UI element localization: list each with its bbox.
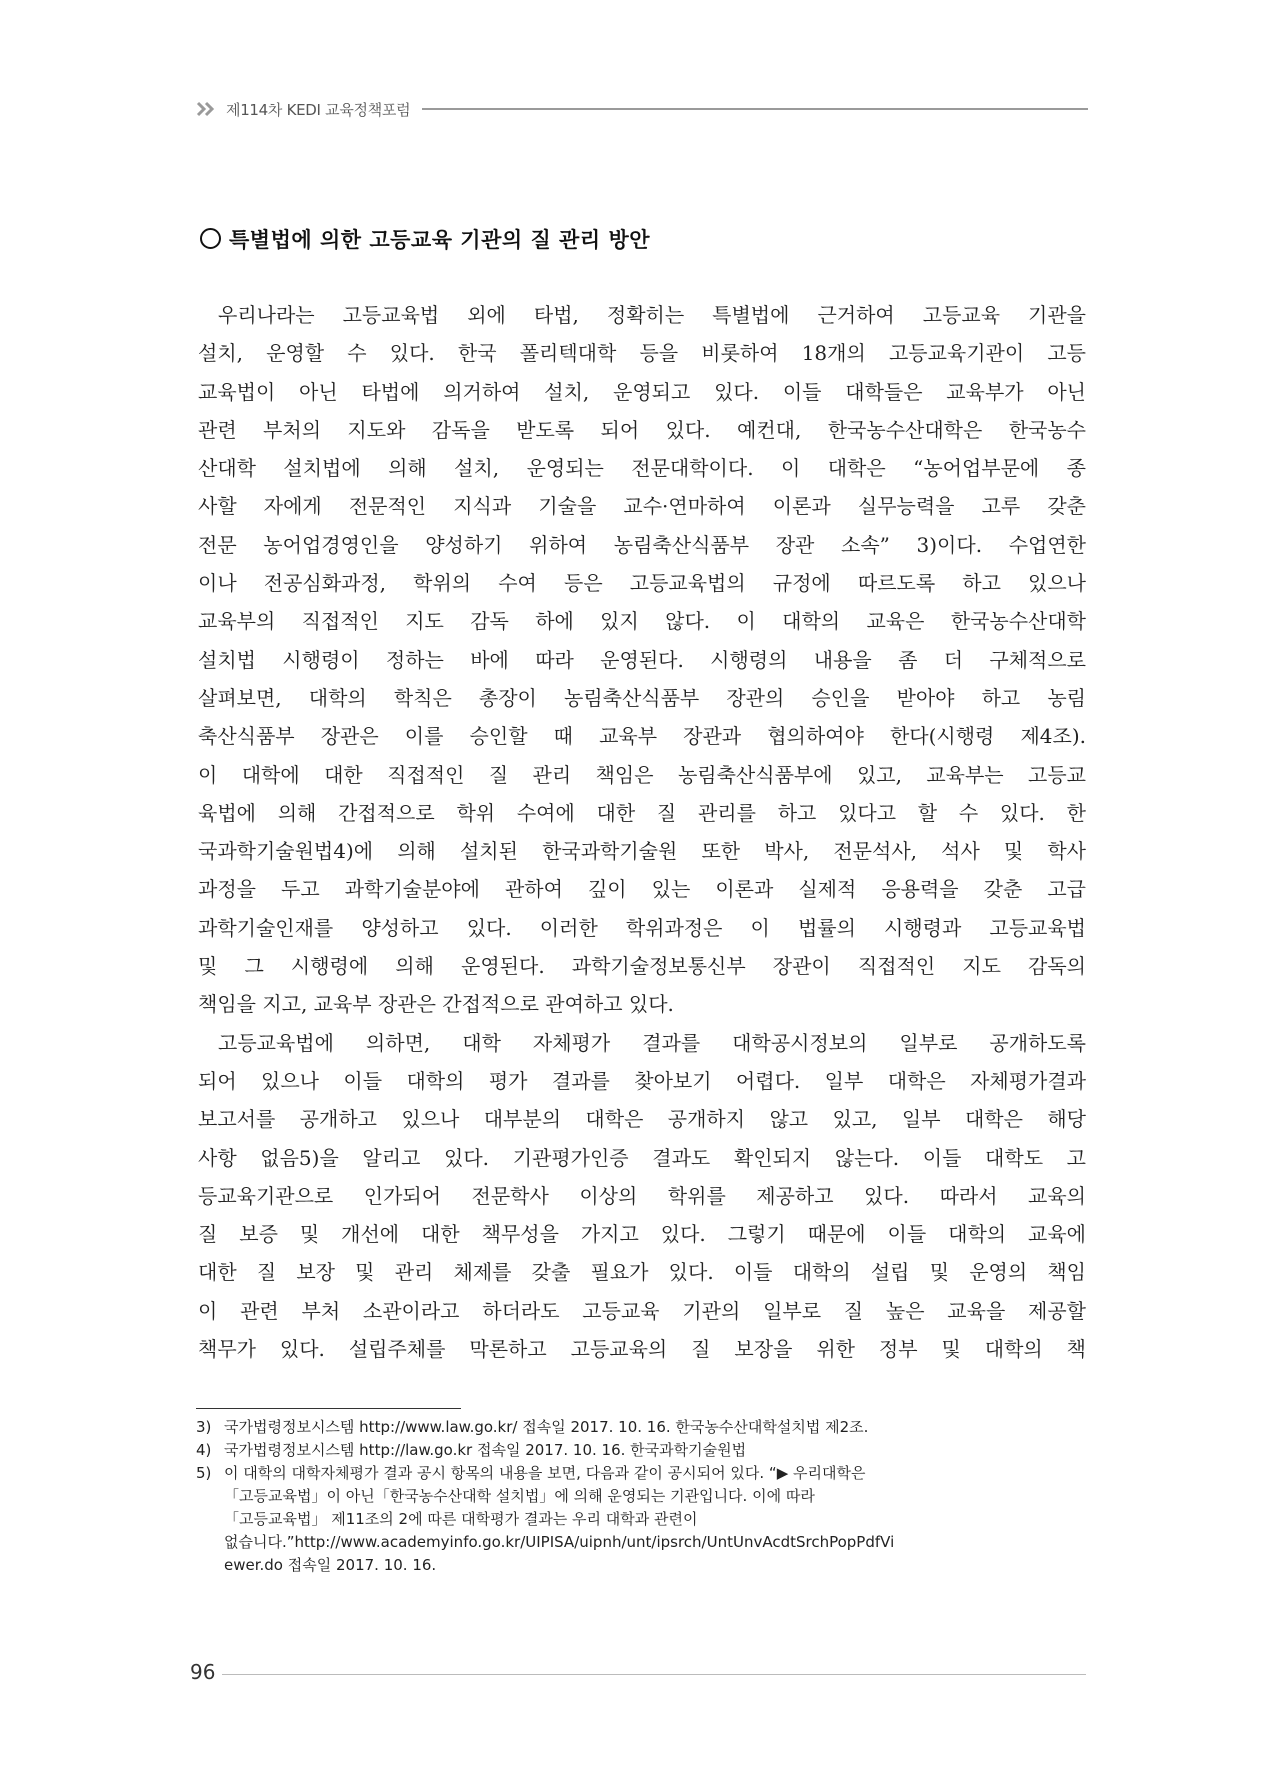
body-line: 등교육기관으로 인가되어 전문학사 이상의 학위를 제공하고 있다. 따라서 교육의 xyxy=(198,1183,1086,1208)
body-line: 이 대학에 대한 직접적인 질 관리 책임은 농림축산식품부에 있고, 교육부는 고등교 xyxy=(198,762,1086,787)
body-line: 질 보증 및 개선에 대한 책무성을 가지고 있다. 그렇기 때문에 이들 대학의 교육에 xyxy=(198,1222,1086,1247)
footnote-line: ewer.do 접속일 2017. 10. 16. xyxy=(224,1556,437,1574)
footnote-line: 「고등교육법」이 아닌「한국농수산대학 설치법」에 의해 운영되는 기관입니다. 이에 따라 xyxy=(224,1487,815,1505)
header-rule xyxy=(422,108,1088,110)
footnote-text xyxy=(224,1416,1088,1439)
footnote-line: 이 대학의 대학자체평가 결과 공시 항목의 내용을 보면, 다음과 같이 공시되어 있다. “▶ 우리대학은 xyxy=(224,1464,866,1482)
body-line: 우리나라는 고등교육법 외에 타법, 정확히는 특별법에 근거하여 고등교육 기관을 xyxy=(218,303,1086,327)
body-line: 설치, 운영할 수 있다. 한국 폴리텍대학 등을 비롯하여 18개의 고등교육기관이 고등 xyxy=(198,341,1086,366)
footnote-line: 없습니다.”http://www.academyinfo.go.kr/UIPISA/uipnh/unt/ipsrch/UntUnvAcdtSrchPopPdfVi xyxy=(224,1533,895,1551)
footnote xyxy=(196,1462,1088,1577)
body-line: 보고서를 공개하고 있으나 대부분의 대학은 공개하지 않고 있고, 일부 대학은 해당 xyxy=(198,1107,1086,1132)
footnote-number: 3) xyxy=(196,1418,212,1436)
body-line: 책무가 있다. 설립주체를 막론하고 고등교육의 질 보장을 위한 정부 및 대학의 책 xyxy=(198,1337,1086,1362)
body-line: 설치법 시행령이 정하는 바에 따라 운영된다. 시행령의 내용을 좀 더 구체적으로 xyxy=(198,647,1086,672)
body-text xyxy=(198,296,1086,1368)
footnote-text xyxy=(224,1439,1088,1462)
section-heading xyxy=(200,224,650,254)
body-line: 고등교육법에 의하면, 대학 자체평가 결과를 대학공시정보의 일부로 공개하도록 xyxy=(218,1030,1086,1055)
body-line: 축산식품부 장관은 이를 승인할 때 교육부 장관과 협의하여야 한다(시행령 제4조). xyxy=(198,724,1086,749)
body-line: 사항 없음5)을 알리고 있다. 기관평가인증 결과도 확인되지 않는다. 이들 대학도 고 xyxy=(198,1145,1086,1170)
footnote-number: 5) xyxy=(196,1464,212,1482)
footnotes xyxy=(196,1416,1088,1577)
footer-rule xyxy=(222,1674,1086,1675)
body-line: 이 관련 부처 소관이라고 하더라도 고등교육 기관의 일부로 질 높은 교육을 제공할 xyxy=(198,1298,1086,1323)
footnote-line: 「고등교육법」 제11조의 2에 따른 대학평가 결과는 우리 대학과 관련이 xyxy=(224,1510,698,1528)
body-line: 과정을 두고 과학기술분야에 관하여 깊이 있는 이론과 실제적 응용력을 갖춘 고급 xyxy=(198,877,1086,902)
body-line: 책임을 지고, 교육부 장관은 간접적으로 관여하고 있다. xyxy=(198,992,674,1017)
body-line: 사할 자에게 전문적인 지식과 기술을 교수·연마하여 이론과 실무능력을 고루 갖춘 xyxy=(198,494,1086,519)
body-line: 관련 부처의 지도와 감독을 받도록 되어 있다. 예컨대, 한국농수산대학은 한국농수 xyxy=(198,417,1086,442)
footnote-divider xyxy=(196,1408,461,1409)
body-line: 산대학 설치법에 의해 설치, 운영되는 전문대학이다. 이 대학은 “농어업부문에 종 xyxy=(198,456,1086,481)
page-number: 96 xyxy=(190,1660,216,1684)
body-line: 되어 있으나 이들 대학의 평가 결과를 찾아보기 어렵다. 일부 대학은 자체평가결과 xyxy=(198,1068,1086,1093)
footnote-text xyxy=(224,1462,1088,1577)
body-line: 육법에 의해 간접적으로 학위 수여에 대한 질 관리를 하고 있다고 할 수 있다. 한 xyxy=(198,800,1086,825)
body-line: 및 그 시행령에 의해 운영된다. 과학기술정보통신부 장관이 직접적인 지도 감독의 xyxy=(198,954,1086,979)
body-line: 전문 농어업경영인을 양성하기 위하여 농림축산식품부 장관 소속” 3)이다. 수업연한 xyxy=(198,532,1086,557)
body-line: 교육부의 직접적인 지도 감독 하에 있지 않다. 이 대학의 교육은 한국농수산대학 xyxy=(198,609,1086,634)
section-heading-text: 특별법에 의한 고등교육 기관의 질 관리 방안 xyxy=(229,228,651,252)
running-header xyxy=(196,96,1088,122)
footnote-number: 4) xyxy=(196,1441,212,1459)
footnote-line: 국가법령정보시스템 http://law.go.kr 접속일 2017. 10. 16. 한국과학기술원법 xyxy=(224,1441,747,1459)
footnote xyxy=(196,1439,1088,1462)
body-line: 국과학기술원법4)에 의해 설치된 한국과학기술원 또한 박사, 전문석사, 석사 및 학사 xyxy=(198,839,1086,864)
body-line: 교육법이 아닌 타법에 의거하여 설치, 운영되고 있다. 이들 대학들은 교육부가 아닌 xyxy=(198,379,1086,404)
body-line: 이나 전공심화과정, 학위의 수여 등은 고등교육법의 규정에 따르도록 하고 있으나 xyxy=(198,571,1086,596)
footnote-line: 국가법령정보시스템 http://www.law.go.kr/ 접속일 2017. 10. 16. 한국농수산대학설치법 제2조. xyxy=(224,1418,869,1436)
footnote xyxy=(196,1416,1088,1439)
body-line: 살펴보면, 대학의 학칙은 총장이 농림축산식품부 장관의 승인을 받아야 하고 농림 xyxy=(198,685,1086,710)
circle-bullet-icon xyxy=(200,228,221,249)
body-line: 대한 질 보장 및 관리 체제를 갖출 필요가 있다. 이들 대학의 설립 및 운영의 책임 xyxy=(198,1260,1086,1285)
header-title: 제114차 KEDI 교육정책포럼 xyxy=(226,100,411,119)
body-line: 과학기술인재를 양성하고 있다. 이러한 학위과정은 이 법률의 시행령과 고등교육법 xyxy=(198,915,1086,940)
double-chevron-icon xyxy=(196,101,218,117)
